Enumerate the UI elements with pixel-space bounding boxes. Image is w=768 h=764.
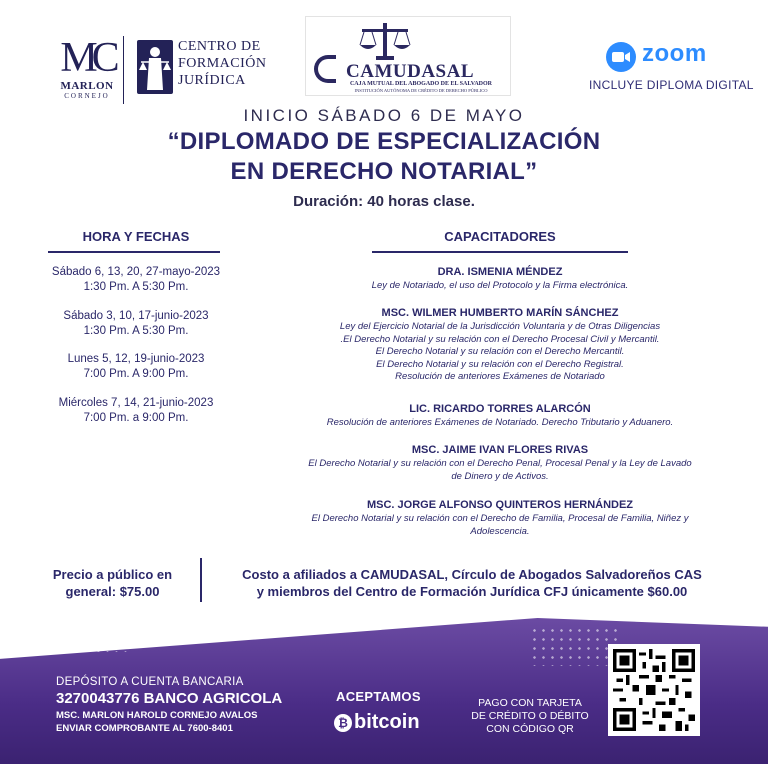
affiliate-price bbox=[212, 566, 732, 600]
mc-logo-name: MARLON bbox=[60, 80, 114, 92]
schedule-item bbox=[36, 352, 236, 382]
public-price-line-1: Precio a público en bbox=[52, 567, 173, 582]
decorative-dots bbox=[40, 612, 130, 652]
decorative-dots bbox=[530, 626, 620, 666]
camudasal-subtitle: CAJA MUTUAL DEL ABOGADO DE EL SALVADOR bbox=[349, 81, 493, 87]
instructors-heading-underline bbox=[372, 251, 628, 253]
cfj-line-1: CENTRO DE bbox=[178, 39, 261, 54]
camudasal-title: CAMUDASAL bbox=[346, 61, 474, 82]
instructor-name: MSC. JORGE ALFONSO QUINTEROS HERNÁNDEZ bbox=[366, 499, 634, 511]
instructor-topic: Resolución de anteriores Exámenes de Notariado bbox=[395, 371, 605, 382]
camudasal-logo bbox=[305, 16, 511, 96]
mc-monogram: MC bbox=[60, 35, 114, 81]
public-price-line-2: general: $75.00 bbox=[65, 584, 160, 599]
affiliate-price-line-1: Costo a afiliados a CAMUDASAL, Círculo de Abogados Salvadoreños CAS bbox=[242, 567, 702, 582]
instructor-topic: El Derecho Notarial y su relación con el Derecho Registral. bbox=[376, 358, 624, 370]
schedule-time: 1:30 Pm. A 5:30 Pm. bbox=[83, 325, 189, 337]
instructor-block bbox=[270, 402, 730, 430]
instructor-name: MSC. JAIME IVAN FLORES RIVAS bbox=[411, 444, 589, 456]
deposit-label: DEPÓSITO A CUENTA BANCARIA bbox=[56, 676, 244, 688]
schedule-time: 7:00 Pm. A 9:00 Pm. bbox=[83, 368, 189, 380]
instructor-topic: Resolución de anteriores Exámenes de Notariado. Derecho Tributario y Aduanero. bbox=[326, 417, 674, 428]
header-divider bbox=[123, 36, 124, 104]
cfj-line-2: FORMACIÓN bbox=[178, 56, 267, 71]
public-price bbox=[30, 566, 195, 600]
bitcoin-icon: ₿ bbox=[334, 714, 352, 732]
instructor-name: MSC. WILMER HUMBERTO MARÍN SÁNCHEZ bbox=[381, 307, 619, 319]
course-duration: Duración: 40 horas clase. bbox=[293, 193, 475, 210]
instructor-block bbox=[270, 443, 730, 483]
schedule-dates: Sábado 3, 10, 17-junio-2023 bbox=[63, 310, 209, 322]
card-payment-note bbox=[466, 697, 594, 736]
schedule-time: 7:00 Pm. a 9:00 Pm. bbox=[83, 412, 189, 424]
qr-code-icon[interactable] bbox=[608, 644, 700, 736]
course-title-line-2: EN DERECHO NOTARIAL” bbox=[230, 158, 538, 185]
zoom-caption: INCLUYE DIPLOMA DIGITAL bbox=[589, 78, 754, 92]
cfj-line-3: JURÍDICA bbox=[178, 73, 246, 88]
instructor-topic: Ley del Ejercicio Notarial de la Jurisdicción Voluntaria y de Otras Diligencias bbox=[339, 321, 661, 332]
schedule-time: 1:30 Pm. A 5:30 Pm. bbox=[83, 281, 189, 293]
card-line-2: DE CRÉDITO O DÉBITO bbox=[471, 710, 589, 722]
schedule-item bbox=[36, 265, 236, 295]
camudasal-subtitle-2: INSTITUCIÓN AUTÓNOMA DE CRÉDITO DE DERECHO PÚBLICO bbox=[354, 88, 488, 93]
bank-account: 3270043776 BANCO AGRICOLA bbox=[56, 690, 283, 707]
instructor-topic: Adolescencia. bbox=[470, 525, 530, 537]
account-holder: MSC. MARLON HAROLD CORNEJO AVALOS bbox=[56, 710, 258, 721]
schedule-item bbox=[36, 309, 236, 339]
schedule-dates: Miércoles 7, 14, 21-junio-2023 bbox=[58, 397, 214, 409]
instructor-block bbox=[270, 498, 730, 538]
schedule-item bbox=[36, 396, 236, 426]
mc-logo-surname: CORNEJO bbox=[64, 92, 110, 100]
instructor-topic: .El Derecho Notarial y su relación con el Derecho Procesal Civil y Mercantil. bbox=[340, 333, 660, 345]
instructor-topic: El Derecho Notarial y su relación con el Derecho Penal, Procesal Penal y la Ley de Lavado bbox=[308, 458, 692, 469]
instructor-block bbox=[270, 306, 730, 384]
instructor-block bbox=[270, 265, 730, 293]
pricing-divider bbox=[200, 558, 202, 602]
schedule-dates: Lunes 5, 12, 19-junio-2023 bbox=[67, 353, 205, 365]
video-camera-icon bbox=[606, 42, 636, 72]
course-title-line-1: “DIPLOMADO DE ESPECIALIZACIÓN bbox=[167, 128, 601, 155]
cfj-logo-text bbox=[178, 38, 267, 89]
schedule-heading: HORA Y FECHAS bbox=[82, 229, 190, 244]
instructor-name: DRA. ISMENIA MÉNDEZ bbox=[437, 266, 563, 278]
instructor-topic: de Dinero y de Activos. bbox=[451, 470, 549, 482]
instructor-topic: El Derecho Notarial y su relación con el Derecho de Familia, Procesal de Familia, Niñez y bbox=[311, 513, 689, 524]
schedule-dates: Sábado 6, 13, 20, 27-mayo-2023 bbox=[51, 266, 221, 278]
send-receipt-note: ENVIAR COMPROBANTE AL 7600-8401 bbox=[56, 723, 233, 734]
justice-statue-icon bbox=[137, 40, 173, 94]
schedule-heading-underline bbox=[48, 251, 220, 253]
instructor-name: LIC. RICARDO TORRES ALARCÓN bbox=[409, 403, 591, 415]
zoom-wordmark: zoom bbox=[642, 40, 707, 67]
marlon-cornejo-logo bbox=[56, 36, 118, 106]
instructor-topic: El Derecho Notarial y su relación con el Derecho Mercantil. bbox=[375, 346, 625, 357]
card-line-1: PAGO CON TARJETA bbox=[478, 697, 582, 709]
instructor-topic: Ley de Notariado, el uso del Protocolo y la Firma electrónica. bbox=[371, 280, 629, 291]
bitcoin-wordmark: bitcoin bbox=[354, 711, 420, 733]
start-date: INICIO SÁBADO 6 DE MAYO bbox=[243, 106, 525, 125]
affiliate-price-line-2: y miembros del Centro de Formación Jurídica CFJ únicamente $60.00 bbox=[256, 584, 688, 599]
scales-of-justice-icon bbox=[358, 21, 412, 61]
card-line-3: CON CÓDIGO QR bbox=[486, 723, 574, 735]
instructors-heading: CAPACITADORES bbox=[444, 229, 556, 244]
accept-label: ACEPTAMOS bbox=[336, 689, 421, 704]
